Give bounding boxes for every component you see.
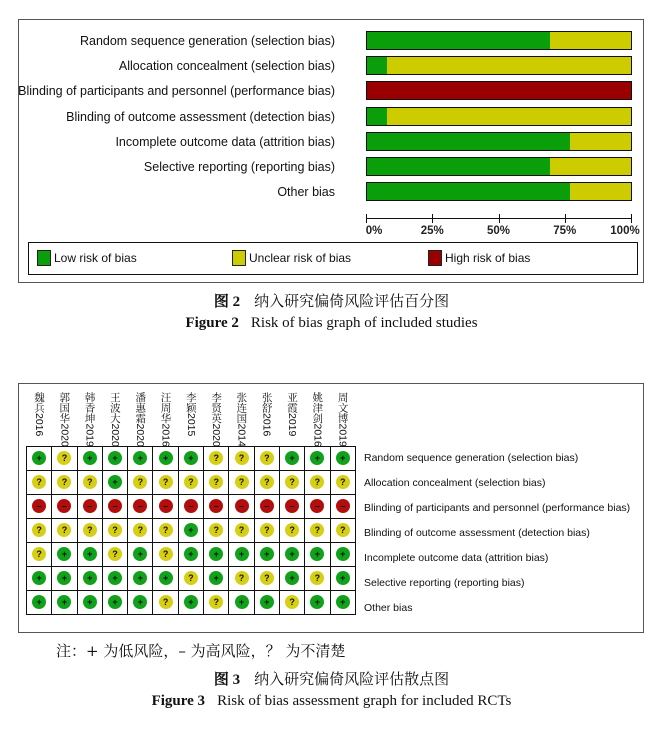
grid-cell <box>254 519 279 543</box>
low-risk-icon: + <box>184 523 198 537</box>
grid-cell <box>52 447 77 471</box>
unclear-risk-icon: ? <box>83 523 97 537</box>
low-risk-icon: + <box>235 595 249 609</box>
bar-segment-unclear <box>387 108 631 125</box>
unclear-risk-icon: ? <box>310 523 324 537</box>
grid-cell <box>178 567 203 591</box>
grid-cell <box>330 591 355 615</box>
grid-cell <box>254 495 279 519</box>
grid-cell <box>77 591 102 615</box>
low-risk-icon: + <box>336 571 350 585</box>
grid-cell <box>153 543 178 567</box>
study-name: 张连国2014 <box>235 392 248 447</box>
high-risk-icon: – <box>260 499 274 513</box>
bar-segment-high <box>367 82 631 99</box>
grid-cell <box>128 447 153 471</box>
figure3-caption-cn <box>0 668 663 689</box>
low-risk-icon: + <box>336 595 350 609</box>
high-risk-icon: – <box>133 499 147 513</box>
study-name: 李贤英2020 <box>210 392 223 447</box>
grid-cell <box>204 447 229 471</box>
unclear-risk-icon: ? <box>285 523 299 537</box>
low-risk-icon: + <box>260 595 274 609</box>
bar-label: Allocation concealment (selection bias) <box>118 59 335 74</box>
low-risk-icon: + <box>57 571 71 585</box>
legend <box>28 242 638 275</box>
domain-label: Allocation concealment (selection bias) <box>364 477 546 489</box>
bar-label: Incomplete outcome data (attrition bias) <box>115 134 335 149</box>
grid-cell <box>305 591 330 615</box>
study-name: 王波大2020 <box>108 392 121 447</box>
axis-tick-label: 25% <box>420 225 444 237</box>
high-risk-icon: – <box>310 499 324 513</box>
figure2-title-cn: 纳入研究偏倚风险评估百分图 <box>254 292 450 310</box>
study-name: 潘惠霜2020 <box>134 392 147 447</box>
figure2-caption-cn <box>0 290 663 311</box>
grid-cell <box>102 519 127 543</box>
figure3-title-en: Risk of bias assessment graph for included RCTs <box>217 693 512 709</box>
grid-cell <box>77 495 102 519</box>
grid-cell <box>178 447 203 471</box>
grid-cell <box>229 495 254 519</box>
legend-label-unclear: Unclear risk of bias <box>249 251 352 265</box>
grid-cell <box>102 495 127 519</box>
grid-cell <box>153 471 178 495</box>
grid-cell <box>27 567 52 591</box>
low-risk-icon: + <box>83 571 97 585</box>
figure3-title-cn: 纳入研究偏倚风险评估散点图 <box>254 670 450 688</box>
unclear-risk-icon: ? <box>209 523 223 537</box>
low-risk-icon: + <box>235 547 249 561</box>
risk-of-bias-summary <box>18 383 644 633</box>
low-risk-icon: + <box>133 547 147 561</box>
unclear-risk-icon: ? <box>235 451 249 465</box>
grid-cell <box>279 567 304 591</box>
grid-cell <box>330 495 355 519</box>
unclear-risk-icon: ? <box>260 451 274 465</box>
grid-cell <box>254 471 279 495</box>
bar-label: Random sequence generation (selection bias) <box>79 34 335 48</box>
grid-cell <box>204 591 229 615</box>
low-risk-icon: + <box>57 547 71 561</box>
low-risk-icon: + <box>32 571 46 585</box>
unclear-risk-icon: ? <box>310 475 324 489</box>
low-risk-icon: + <box>310 451 324 465</box>
grid-row <box>27 447 356 471</box>
stacked-bar <box>366 132 632 151</box>
grid-cell <box>52 471 77 495</box>
grid-row <box>27 495 356 519</box>
stacked-bar <box>366 157 632 176</box>
high-risk-swatch-icon <box>428 250 442 266</box>
grid-cell <box>178 591 203 615</box>
stacked-bar <box>366 182 632 201</box>
figure2-number-en: Figure 2 <box>185 315 239 331</box>
domain-label: Other bias <box>364 602 413 614</box>
grid-row <box>27 567 356 591</box>
low-risk-icon: + <box>260 547 274 561</box>
unclear-risk-icon: ? <box>184 475 198 489</box>
low-risk-swatch-icon <box>37 250 51 266</box>
grid-cell <box>27 543 52 567</box>
study-name: 李颖2015 <box>184 392 197 437</box>
low-risk-icon: + <box>108 475 122 489</box>
unclear-risk-icon: ? <box>260 523 274 537</box>
low-risk-icon: + <box>133 451 147 465</box>
bar-label: Blinding of outcome assessment (detection bias) <box>66 109 335 124</box>
unclear-risk-icon: ? <box>235 523 249 537</box>
grid-cell <box>77 567 102 591</box>
grid-cell <box>204 471 229 495</box>
axis-tick-label: 75% <box>553 225 577 237</box>
grid-cell <box>330 519 355 543</box>
domain-label: Random sequence generation (selection bias) <box>364 452 579 464</box>
low-risk-icon: + <box>184 451 198 465</box>
bar-label: Other bias <box>277 185 335 200</box>
stacked-bar <box>366 31 632 50</box>
unclear-risk-icon: ? <box>133 475 147 489</box>
grid-cell <box>279 495 304 519</box>
low-risk-icon: + <box>159 451 173 465</box>
low-risk-icon: + <box>32 595 46 609</box>
grid-cell <box>27 471 52 495</box>
grid-cell <box>178 519 203 543</box>
grid-cell <box>102 447 127 471</box>
grid-cell <box>27 495 52 519</box>
legend-item-high <box>428 250 530 266</box>
grid-cell <box>102 471 127 495</box>
high-risk-icon: – <box>235 499 249 513</box>
unclear-risk-icon: ? <box>285 475 299 489</box>
low-risk-icon: + <box>285 547 299 561</box>
unclear-risk-icon: ? <box>336 475 350 489</box>
stacked-bar <box>366 81 632 100</box>
study-name: 张舒2016 <box>260 392 273 437</box>
low-risk-icon: + <box>209 571 223 585</box>
unclear-risk-icon: ? <box>32 547 46 561</box>
grid-cell <box>77 519 102 543</box>
unclear-risk-icon: ? <box>159 547 173 561</box>
low-risk-icon: + <box>83 547 97 561</box>
grid-cell <box>77 447 102 471</box>
low-risk-icon: + <box>184 595 198 609</box>
bar-segment-low <box>367 158 550 175</box>
grid-cell <box>204 519 229 543</box>
grid-cell <box>27 591 52 615</box>
low-risk-icon: + <box>133 595 147 609</box>
grid-cell <box>27 447 52 471</box>
grid-cell <box>153 495 178 519</box>
bar-segment-low <box>367 57 387 74</box>
grid-cell <box>279 447 304 471</box>
grid-cell <box>77 543 102 567</box>
unclear-risk-icon: ? <box>32 523 46 537</box>
unclear-risk-icon: ? <box>32 475 46 489</box>
bar-label: Selective reporting (reporting bias) <box>143 160 335 174</box>
bar-segment-unclear <box>550 32 631 49</box>
grid-cell <box>77 471 102 495</box>
grid-cell <box>229 543 254 567</box>
unclear-risk-icon: ? <box>285 595 299 609</box>
low-risk-icon: + <box>133 571 147 585</box>
bar-segment-low <box>367 133 570 150</box>
domain-label: Incomplete outcome data (attrition bias) <box>364 552 549 564</box>
risk-of-bias-graph <box>18 19 644 283</box>
axis-tick-label: 0% <box>365 225 383 237</box>
unclear-risk-icon: ? <box>108 547 122 561</box>
grid-cell <box>305 567 330 591</box>
bar-segment-low <box>367 32 550 49</box>
study-name: 郭国华2020 <box>58 392 71 447</box>
unclear-risk-icon: ? <box>310 571 324 585</box>
domain-label: Blinding of participants and personnel (performance bias) <box>364 502 631 514</box>
grid-cell <box>279 471 304 495</box>
grid-cell <box>279 543 304 567</box>
stacked-bar <box>366 56 632 75</box>
high-risk-icon: – <box>57 499 71 513</box>
grid-cell <box>153 591 178 615</box>
unclear-risk-icon: ? <box>133 523 147 537</box>
grid-cell <box>128 495 153 519</box>
unclear-risk-icon: ? <box>83 475 97 489</box>
grid-cell <box>305 543 330 567</box>
high-risk-icon: – <box>209 499 223 513</box>
figure3-number-cn: 图 3 <box>213 672 241 688</box>
low-risk-icon: + <box>285 571 299 585</box>
unclear-risk-icon: ? <box>57 475 71 489</box>
high-risk-icon: – <box>285 499 299 513</box>
study-name: 周文博2019 <box>336 392 349 447</box>
unclear-risk-icon: ? <box>336 523 350 537</box>
bar-segment-unclear <box>550 158 631 175</box>
axis-tick <box>432 214 433 223</box>
grid-cell <box>254 543 279 567</box>
axis-tick <box>565 214 566 223</box>
high-risk-icon: – <box>108 499 122 513</box>
grid-cell <box>52 567 77 591</box>
grid-cell <box>52 519 77 543</box>
grid-cell <box>254 591 279 615</box>
grid-cell <box>279 519 304 543</box>
axis-tick <box>499 214 500 223</box>
grid-row <box>27 543 356 567</box>
figure2-caption-en <box>0 315 663 332</box>
high-risk-icon: – <box>184 499 198 513</box>
grid-cell <box>204 567 229 591</box>
low-risk-icon: + <box>209 547 223 561</box>
grid-cell <box>229 567 254 591</box>
grid-cell <box>153 567 178 591</box>
unclear-risk-icon: ? <box>260 571 274 585</box>
low-risk-icon: + <box>32 451 46 465</box>
low-risk-icon: + <box>108 571 122 585</box>
grid-cell <box>229 591 254 615</box>
grid-cell <box>27 519 52 543</box>
unclear-risk-icon: ? <box>57 523 71 537</box>
unclear-risk-icon: ? <box>108 523 122 537</box>
bar-segment-unclear <box>570 183 631 200</box>
grid-cell <box>102 543 127 567</box>
grid-cell <box>330 567 355 591</box>
figure3-caption-en <box>0 693 663 710</box>
figure2-title-en: Risk of bias graph of included studies <box>250 315 478 331</box>
low-risk-icon: + <box>159 571 173 585</box>
grid-cell <box>305 519 330 543</box>
bar-label: Blinding of participants and personnel (performance bias) <box>18 84 335 99</box>
low-risk-icon: + <box>83 451 97 465</box>
grid-cell <box>254 447 279 471</box>
unclear-risk-icon: ? <box>260 475 274 489</box>
study-name: 魏兵2016 <box>33 392 45 437</box>
grid-cell <box>102 567 127 591</box>
grid-cell <box>52 543 77 567</box>
axis-tick <box>631 214 632 223</box>
grid-cell <box>305 471 330 495</box>
unclear-risk-icon: ? <box>159 475 173 489</box>
unclear-risk-swatch-icon <box>232 250 246 266</box>
grid-cell <box>305 495 330 519</box>
bar-segment-unclear <box>387 57 631 74</box>
grid-cell <box>330 543 355 567</box>
grid-cell <box>128 543 153 567</box>
low-risk-icon: + <box>57 595 71 609</box>
axis-tick-label: 100% <box>610 225 640 237</box>
axis-tick <box>366 214 367 223</box>
legend-item-low <box>37 250 137 266</box>
grid-cell <box>128 471 153 495</box>
grid-row <box>27 591 356 615</box>
study-name: 韩香坤2019 <box>83 392 96 447</box>
stacked-bar <box>366 107 632 126</box>
unclear-risk-icon: ? <box>235 475 249 489</box>
grid-cell <box>153 519 178 543</box>
low-risk-icon: + <box>108 451 122 465</box>
low-risk-icon: + <box>310 595 324 609</box>
grid-row <box>27 471 356 495</box>
grid-cell <box>153 447 178 471</box>
grid-cell <box>52 591 77 615</box>
low-risk-icon: + <box>184 547 198 561</box>
unclear-risk-icon: ? <box>57 451 71 465</box>
unclear-risk-icon: ? <box>184 571 198 585</box>
grid-cell <box>204 543 229 567</box>
axis-tick-label: 50% <box>486 225 511 237</box>
grid-cell <box>254 567 279 591</box>
grid-cell <box>178 495 203 519</box>
grid-cell <box>330 471 355 495</box>
figure3-number-en: Figure 3 <box>151 693 206 709</box>
grid-cell <box>229 471 254 495</box>
high-risk-icon: – <box>159 499 173 513</box>
grid-row <box>27 519 356 543</box>
low-risk-icon: + <box>336 451 350 465</box>
high-risk-icon: – <box>32 499 46 513</box>
grid-cell <box>305 447 330 471</box>
legend-item-unclear <box>232 250 351 266</box>
high-risk-icon: – <box>83 499 97 513</box>
grid-cell <box>229 447 254 471</box>
grid-cell <box>178 471 203 495</box>
risk-grid <box>26 446 356 615</box>
grid-cell <box>128 591 153 615</box>
study-name: 亚霞2019 <box>286 392 298 437</box>
low-risk-icon: + <box>83 595 97 609</box>
unclear-risk-icon: ? <box>209 595 223 609</box>
grid-cell <box>204 495 229 519</box>
unclear-risk-icon: ? <box>235 571 249 585</box>
low-risk-icon: + <box>336 547 350 561</box>
unclear-risk-icon: ? <box>209 451 223 465</box>
grid-cell <box>330 447 355 471</box>
grid-cell <box>102 591 127 615</box>
low-risk-icon: + <box>108 595 122 609</box>
bar-segment-low <box>367 183 570 200</box>
figure3-note: 注：+ 为低风险，– 为高风险，？ 为不清楚 <box>56 642 346 660</box>
grid-cell <box>128 519 153 543</box>
study-name: 汪周华2016 <box>159 392 172 447</box>
domain-label: Selective reporting (reporting bias) <box>364 577 525 589</box>
bar-segment-unclear <box>570 133 631 150</box>
grid-cell <box>178 543 203 567</box>
figure2-number-cn: 图 2 <box>213 294 241 310</box>
low-risk-icon: + <box>285 451 299 465</box>
unclear-risk-icon: ? <box>209 475 223 489</box>
grid-cell <box>128 567 153 591</box>
legend-label-high: High risk of bias <box>445 251 531 265</box>
legend-label-low: Low risk of bias <box>54 251 137 265</box>
study-name: 姚津剑2016 <box>311 392 324 447</box>
unclear-risk-icon: ? <box>159 523 173 537</box>
bar-segment-low <box>367 108 387 125</box>
high-risk-icon: – <box>336 499 350 513</box>
unclear-risk-icon: ? <box>159 595 173 609</box>
grid-cell <box>52 495 77 519</box>
domain-label: Blinding of outcome assessment (detection bias) <box>364 527 590 539</box>
grid-cell <box>279 591 304 615</box>
low-risk-icon: + <box>310 547 324 561</box>
grid-cell <box>229 519 254 543</box>
